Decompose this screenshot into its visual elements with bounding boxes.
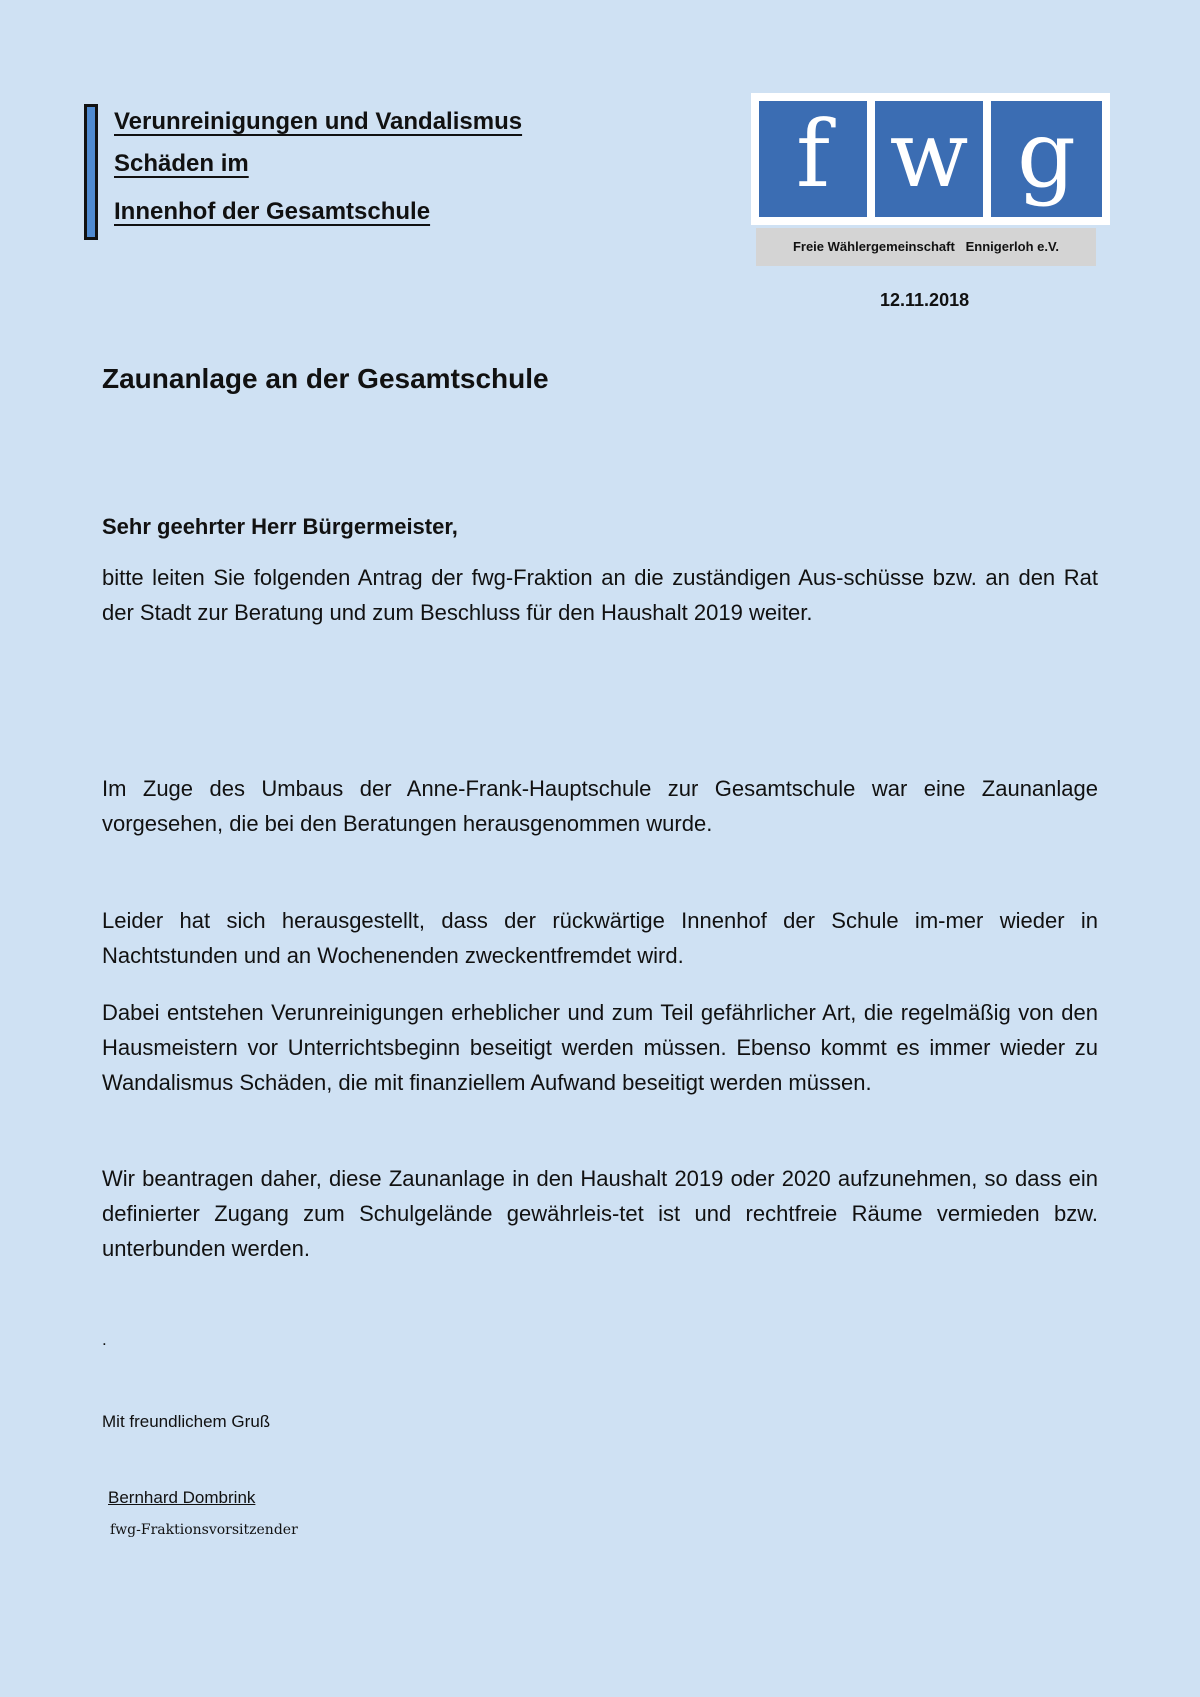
salutation: Sehr geehrter Herr Bürgermeister,	[102, 514, 458, 539]
signature-role: fwg-Fraktionsvorsitzender	[110, 1522, 298, 1538]
closing: Mit freundlichem Gruß	[102, 1412, 271, 1431]
logo-tile-w: w	[875, 101, 983, 217]
signature-name: Bernhard Dombrink	[108, 1488, 256, 1507]
title-line-1: Verunreinigungen und Vandalismus	[114, 108, 523, 135]
paragraph-4: Dabei entstehen Verunreinigungen erheblicher und zum Teil gefährlicher Art, die regelmäßig von den Hausmeistern vor Unterrichtsbeginn beseitigt werden müssen. Ebenso kommt es immer wieder zu Wandalismus Schäden, die mit finanziellem Aufwand beseitigt werden müssen.	[102, 1000, 1098, 1095]
logo-tile-g: g	[991, 101, 1102, 217]
title-line-2: Schäden im	[114, 150, 249, 177]
paragraph-2: Im Zuge des Umbaus der Anne-Frank-Hauptschule zur Gesamtschule war eine Zaunanlage vorgesehen, die bei den Beratungen herausgenommen wurde.	[102, 776, 1098, 836]
subject-heading: Zaunanlage an der Gesamtschule	[102, 363, 549, 394]
paragraph-5: Wir beantragen daher, diese Zaunanlage in den Haushalt 2019 oder 2020 aufzunehmen, so dass ein definierter Zugang zum Schulgelände gewährleis-tet ist und rechtfreie Räume vermieden bzw. unterbunden werden.	[102, 1166, 1098, 1261]
date: 12.11.2018	[880, 290, 970, 310]
fwg-logo	[751, 93, 1110, 225]
paragraph-1: bitte leiten Sie folgenden Antrag der fwg-Fraktion an die zuständigen Aus-schüsse bzw. an den Rat der Stadt zur Beratung und zum Beschluss für den Haushalt 2019 weiter.	[102, 565, 1098, 625]
logo-subtitle: Freie Wählergemeinschaft Ennigerloh e.V.	[756, 228, 1096, 266]
paragraph-3: Leider hat sich herausgestellt, dass der rückwärtige Innenhof der Schule im-mer wieder in Nachtstunden und an Wochenenden zweckentfremdet wird.	[102, 908, 1098, 968]
title-line-3: Innenhof der Gesamtschule	[114, 198, 431, 225]
logo-tile-f: f	[759, 101, 867, 217]
stray-dot: .	[102, 1330, 107, 1349]
title-accent-bar	[84, 104, 98, 240]
